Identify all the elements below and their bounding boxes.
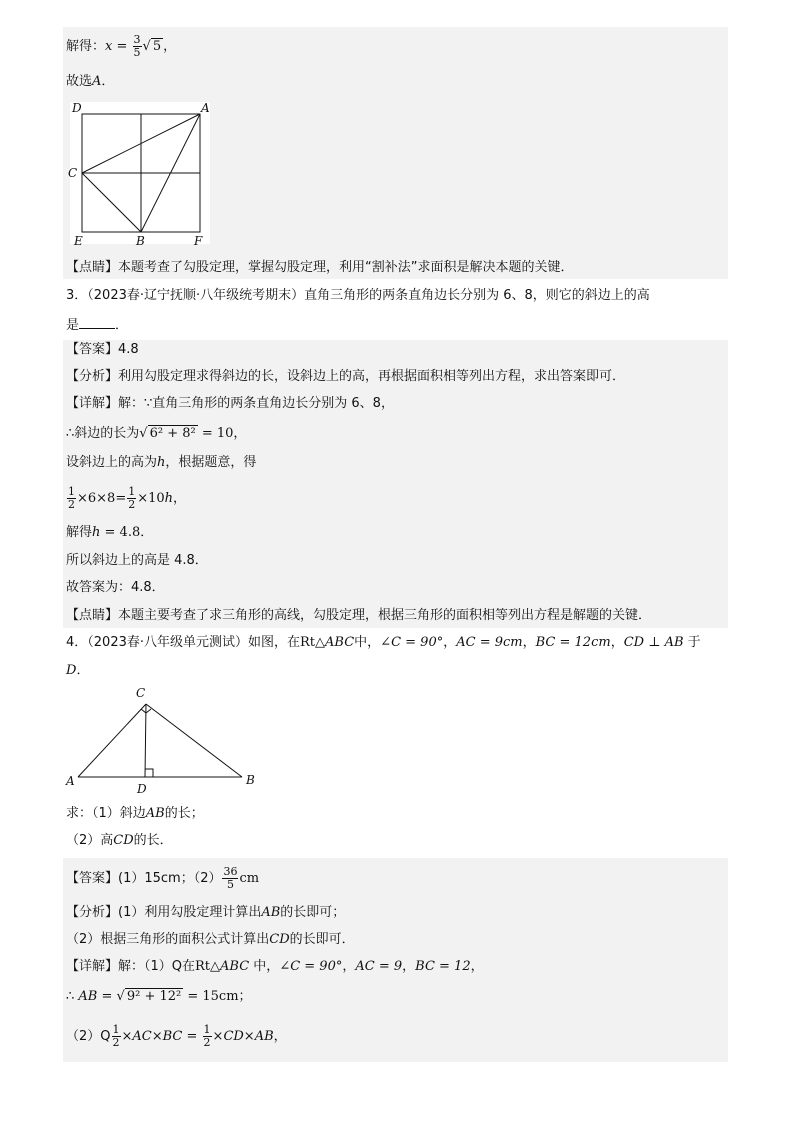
q4-ask1: 求：（1）斜边AB的长； <box>66 806 204 821</box>
label-F: F <box>194 234 203 248</box>
sqrt: √ 6² + 8² <box>139 426 196 441</box>
label-D: D <box>72 101 82 115</box>
fraction: $\frac{1}{2}$ <box>112 1023 120 1049</box>
q4-ask2: （2）高CD的长． <box>66 833 173 848</box>
q4-detail3: （2）Q $\frac{1}{2}$ ×AC×BC = $\frac{1}{2}$ ×CD×AB， <box>66 1023 287 1049</box>
label-E: E <box>74 234 83 248</box>
q3-answer: 【答案】4.8 <box>66 342 139 357</box>
fraction: $\frac{3}{5}$ <box>133 33 141 59</box>
fraction: $\frac{36}{5}$ <box>223 865 238 891</box>
q3-final: 故答案为：4.8． <box>66 580 165 595</box>
label-D: D <box>137 782 147 796</box>
label-C: C <box>68 166 78 180</box>
fraction: $\frac{1}{2}$ <box>68 485 75 511</box>
q3-detail: 【详解】解：∵直角三角形的两条直角边长分别为 6、8， <box>66 396 394 411</box>
q4-analysis2: （2）根据三角形的面积公式计算出CD的长即可． <box>66 932 355 947</box>
q3-hyp-line: ∴斜边的长为√ 6² + 8² = 10， <box>66 426 247 441</box>
label-A: A <box>66 774 75 788</box>
answer-blank <box>79 314 115 329</box>
q4-detail2: ∴ AB = √ 9² + 12² = 15cm； <box>66 989 252 1004</box>
label-A: A <box>201 101 210 115</box>
choose-line: 故选A． <box>66 74 115 89</box>
q3-line2: 是 ． <box>66 314 128 336</box>
q4-line2: D． <box>66 663 90 678</box>
q3-solved: 解得h = 4.8． <box>66 525 154 540</box>
square-figure <box>66 98 216 250</box>
q3-equation: $\frac{1}{2}$ ×6×8= $\frac{1}{2}$ ×10h， <box>68 485 187 511</box>
q3-so: 所以斜边上的高是 4.8． <box>66 553 208 568</box>
q4-detail1: 【详解】解：（1）Q在Rt△ABC 中，∠C = 90°，AC = 9，BC = 12， <box>66 959 484 974</box>
sqrt: √ 9² + 12² <box>116 989 182 1004</box>
sqrt: √ 5 <box>142 39 162 54</box>
q3-line1: 3．（2023春·辽宁抚顺·八年级统考期末）直角三角形的两条直角边长分别为 6、8，则它的斜边上的高 <box>66 288 650 303</box>
fraction: $\frac{1}{2}$ <box>128 485 136 511</box>
triangle-figure <box>62 682 262 796</box>
label-B: B <box>246 773 255 787</box>
q4-answer: 【答案】(1）15cm；（2） $\frac{36}{5}$ cm <box>66 865 260 891</box>
solve-line: 解得：x = $\frac{3}{5}$ √ 5 ， <box>66 33 177 59</box>
q4-line1: 4．（2023春·八年级单元测试）如图，在Rt△ABC中，∠C = 90°，AC = 9cm，BC = 12cm，CD ⊥ AB 于 <box>66 635 701 650</box>
q4-analysis1: 【分析】(1）利用勾股定理计算出AB的长即可； <box>66 905 346 920</box>
q3-comment: 【点睛】本题主要考查了求三角形的高线，勾股定理，根据三角形的面积相等列出方程是解题的关键． <box>66 608 652 623</box>
label-B: B <box>136 234 145 248</box>
comment-1: 【点睛】本题考查了勾股定理，掌握勾股定理，利用“割补法”求面积是解决本题的关键． <box>66 260 574 275</box>
fraction: $\frac{1}{2}$ <box>203 1023 211 1049</box>
q3-set-h: 设斜边上的高为h，根据题意，得 <box>66 455 257 470</box>
q3-analysis: 【分析】利用勾股定理求得斜边的长，设斜边上的高，再根据面积相等列出方程，求出答案即可． <box>66 369 626 384</box>
label-C: C <box>136 686 146 700</box>
